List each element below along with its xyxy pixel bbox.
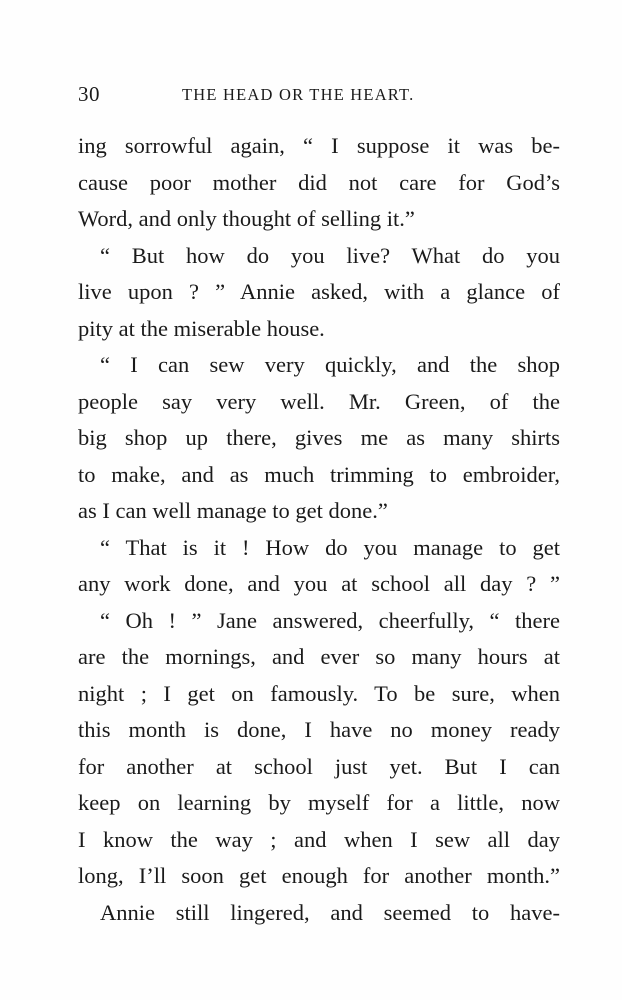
text-line: people say very well. Mr. Green, of the	[78, 388, 560, 414]
text-line: this month is done, I have no money ready	[78, 717, 560, 742]
text-line: as I can well manage to get done.”	[78, 498, 388, 523]
text-line: “ I can sew very quickly, and the shop	[100, 352, 560, 377]
text-line: “ But how do you live? What do you	[100, 242, 560, 268]
text-line: to make, and as much trimming to embroider,	[78, 461, 560, 487]
text-line: “ Oh ! ” Jane answered, cheerfully, “ there	[100, 607, 560, 633]
text-line: Word, and only thought of selling it.”	[78, 206, 415, 231]
text-line: pity at the miserable house.	[78, 315, 325, 341]
text-line: live upon ? ” Annie asked, with a glance of	[78, 279, 560, 304]
text-line: “ That is it ! How do you manage to get	[100, 534, 560, 560]
text-line: I know the way ; and when I sew all day	[78, 826, 560, 852]
page-number: 30	[78, 82, 100, 106]
text-line: night ; I get on famously. To be sure, when	[78, 680, 560, 706]
text-line: big shop up there, gives me as many shirts	[78, 425, 560, 450]
text-line: ing sorrowful again, “ I suppose it was be-	[78, 133, 560, 158]
text-line: keep on learning by myself for a little, now	[78, 790, 560, 815]
text-line: cause poor mother did not care for God’s	[78, 169, 560, 195]
text-line: long, I’ll soon get enough for another month.”	[78, 863, 560, 888]
text-line: are the mornings, and ever so many hours at	[78, 644, 560, 669]
text-line: for another at school just yet. But I can	[78, 753, 560, 779]
text-line: any work done, and you at school all day ? ”	[78, 571, 560, 596]
page-header	[78, 82, 558, 106]
running-title: THE HEAD OR THE HEART.	[182, 85, 415, 104]
body-text	[78, 128, 560, 931]
text-line: Annie still lingered, and seemed to have-	[100, 899, 560, 925]
